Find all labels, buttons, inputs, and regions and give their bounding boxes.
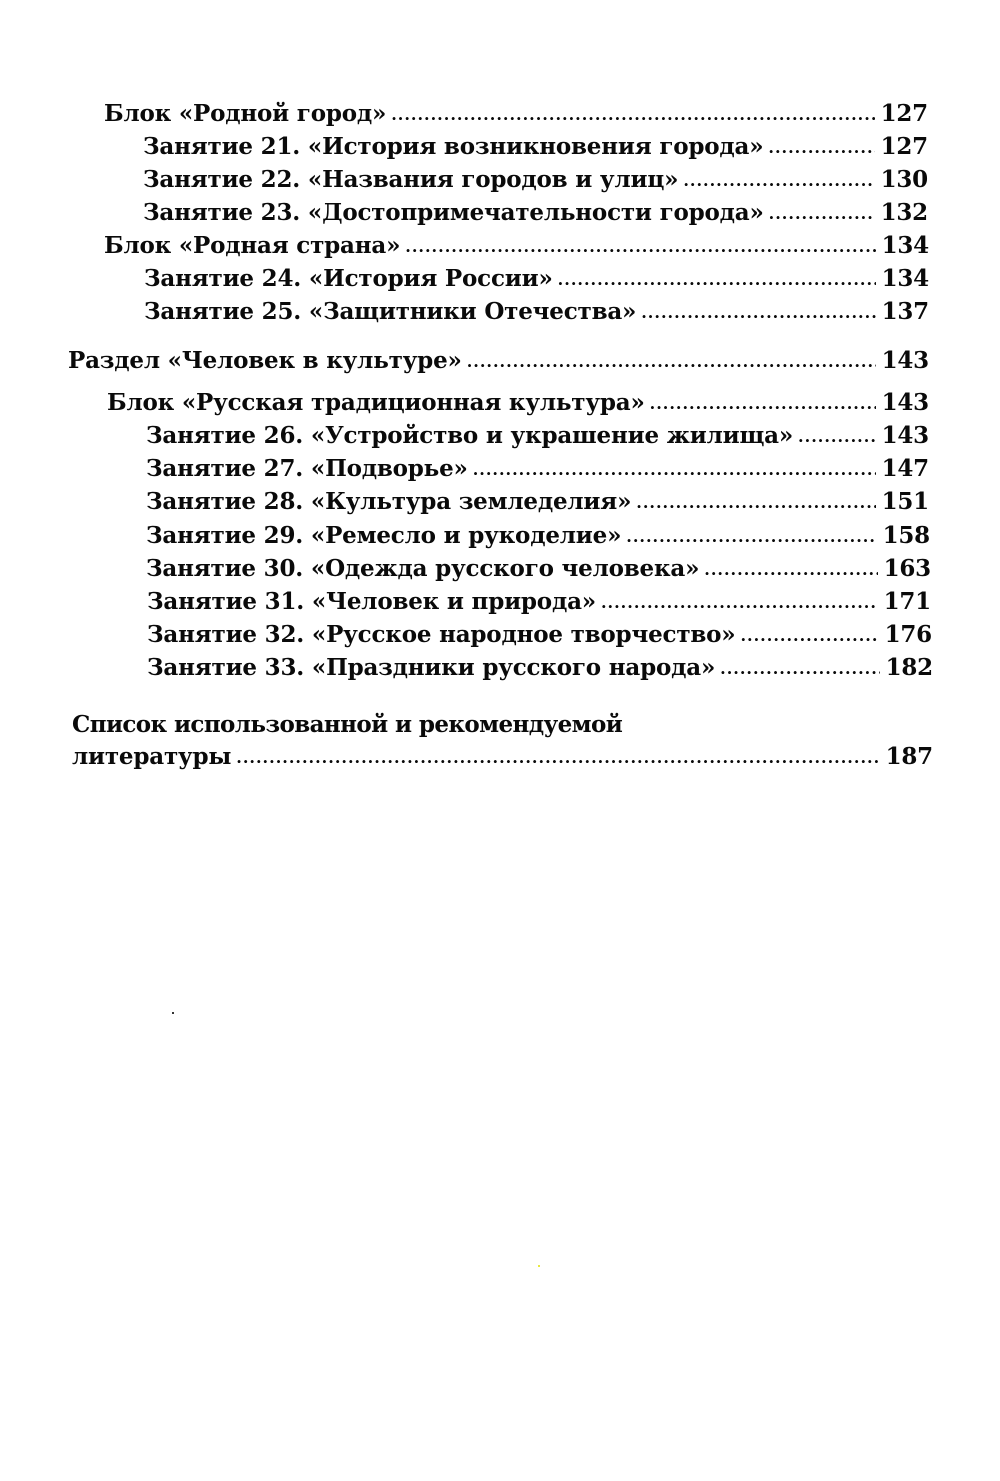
toc-entry-lesson[interactable] xyxy=(147,654,933,684)
toc-entry-lesson[interactable] xyxy=(147,621,932,651)
toc-entry-page: 187 xyxy=(885,743,933,770)
toc-entry-title: Блок «Родной город» xyxy=(104,100,387,127)
dot-leader xyxy=(236,744,879,772)
toc-entry-lesson[interactable] xyxy=(143,199,928,229)
dot-leader xyxy=(740,622,878,650)
toc-entry-title: Занятие 21. «История возникновения города» xyxy=(143,133,764,160)
toc-entry-page: 134 xyxy=(881,265,929,292)
toc-entry-lesson[interactable] xyxy=(144,265,929,295)
toc-entry-title: Блок «Родная страна» xyxy=(104,232,401,259)
toc-entry-lesson[interactable] xyxy=(143,166,928,196)
dot-leader xyxy=(626,523,876,551)
toc-entry-page: 143 xyxy=(881,389,929,416)
dot-leader xyxy=(720,655,879,683)
toc-entry-page: 171 xyxy=(883,588,931,615)
toc-entry-page: 127 xyxy=(880,100,928,127)
dot-leader xyxy=(641,299,875,327)
toc-entry-title: Занятие 23. «Достопримечательности города» xyxy=(143,199,764,226)
dot-leader xyxy=(467,348,876,376)
scan-speck xyxy=(538,1265,540,1267)
dot-leader xyxy=(683,167,874,195)
scan-speck xyxy=(172,1012,174,1014)
toc-entry-title: Занятие 22. «Названия городов и улиц» xyxy=(143,166,679,193)
dot-leader xyxy=(636,489,875,517)
toc-entry-title: Занятие 33. «Праздники русского народа» xyxy=(147,654,716,681)
toc-entry-page: 182 xyxy=(885,654,933,681)
toc-entry-page: 143 xyxy=(881,422,929,449)
toc-entry-title: Занятие 29. «Ремесло и рукоделие» xyxy=(146,522,622,549)
toc-entry-page: 143 xyxy=(881,347,929,374)
toc-entry-page: 163 xyxy=(883,555,931,582)
toc-entry-title: Раздел «Человек в культуре» xyxy=(68,347,462,374)
toc-entry-page: 147 xyxy=(881,455,929,482)
dot-leader xyxy=(391,101,874,129)
toc-entry-block[interactable] xyxy=(104,232,929,262)
toc-entry-lesson[interactable] xyxy=(143,133,928,163)
toc-entry-page: 134 xyxy=(881,232,929,259)
toc-entry-lesson[interactable] xyxy=(146,555,931,585)
toc-entry-lesson[interactable] xyxy=(147,588,931,618)
toc-entry-lesson[interactable] xyxy=(146,422,929,452)
toc-entry-title: Занятие 26. «Устройство и украшение жилища» xyxy=(146,422,794,449)
toc-entry-title: литературы xyxy=(72,743,232,770)
toc-entry-lesson[interactable] xyxy=(146,455,929,485)
toc-entry-bibliography-title[interactable]: Список использованной и рекомендуемой xyxy=(72,711,623,738)
dot-leader xyxy=(601,589,878,617)
toc-entry-page: 151 xyxy=(881,488,929,515)
toc-entry-lesson[interactable] xyxy=(146,522,930,552)
dot-leader xyxy=(405,233,875,261)
toc-entry-block[interactable] xyxy=(107,389,929,419)
toc-entry-title: Блок «Русская традиционная культура» xyxy=(107,389,645,416)
toc-entry-section[interactable] xyxy=(68,347,929,377)
dot-leader xyxy=(704,556,877,584)
dot-leader xyxy=(798,423,876,451)
toc-entry-page: 127 xyxy=(880,133,928,160)
dot-leader xyxy=(768,134,874,162)
dot-leader xyxy=(558,266,876,294)
toc-entry-title: Занятие 25. «Защитники Отечества» xyxy=(144,298,637,325)
toc-entry-title: Занятие 28. «Культура земледелия» xyxy=(146,488,632,515)
toc-entry-block[interactable] xyxy=(104,100,928,130)
toc-entry-page: 176 xyxy=(884,621,932,648)
toc-entry-lesson[interactable] xyxy=(144,298,929,328)
dot-leader xyxy=(473,456,876,484)
toc-entry-page: 158 xyxy=(882,522,930,549)
toc-entry-title: Занятие 27. «Подворье» xyxy=(146,455,468,482)
toc-entry-page: 132 xyxy=(880,199,928,226)
toc-entry-title: Занятие 30. «Одежда русского человека» xyxy=(146,555,700,582)
toc-entry-title: Занятие 24. «История России» xyxy=(144,265,553,292)
toc-entry-page: 130 xyxy=(880,166,928,193)
dot-leader xyxy=(769,200,875,228)
toc-entry-lesson[interactable] xyxy=(146,488,929,518)
dot-leader xyxy=(650,390,876,418)
toc-entry-title: Занятие 31. «Человек и природа» xyxy=(147,588,596,615)
toc-entry-bibliography[interactable] xyxy=(72,743,933,773)
toc-entry-title: Занятие 32. «Русское народное творчество» xyxy=(147,621,736,648)
toc-entry-page: 137 xyxy=(881,298,929,325)
